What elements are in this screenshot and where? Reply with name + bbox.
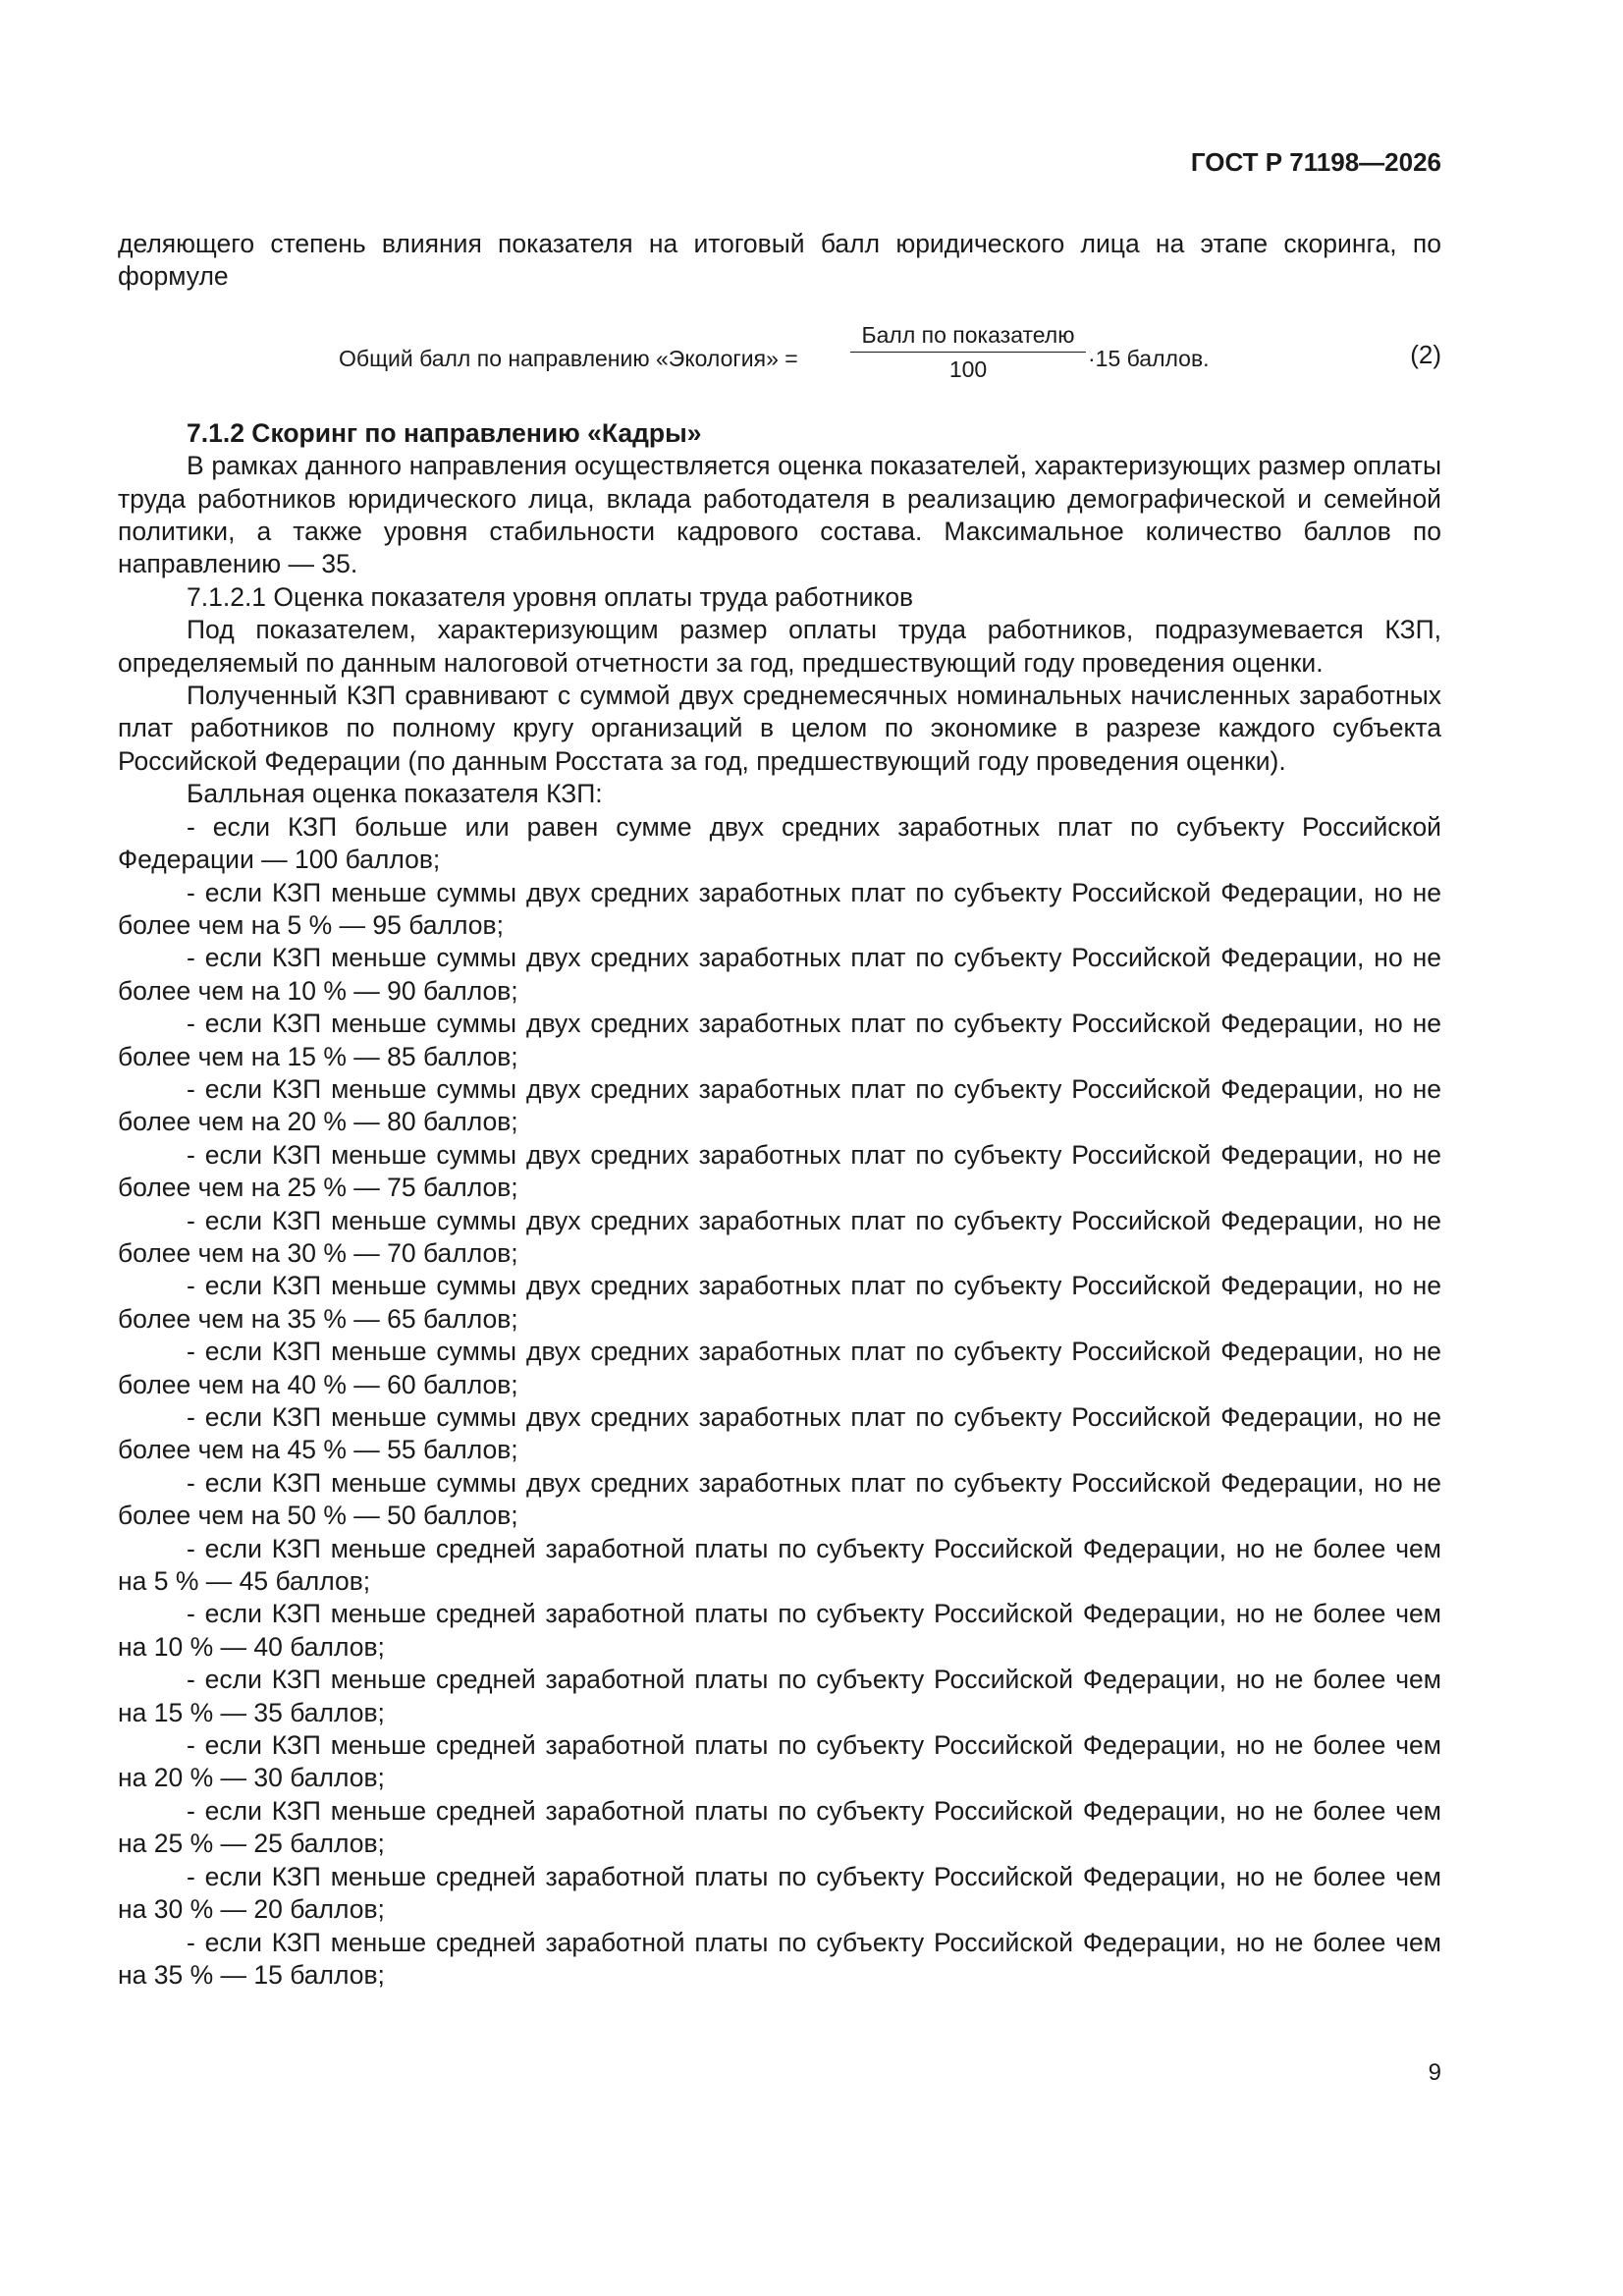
list-item: - если КЗП меньше средней заработной платы по субъекту Российской Федерации, но не более чем на 10 % — 40 баллов; <box>118 1599 1441 1662</box>
intro-paragraph: деляющего степень влияния показателя на итоговый балл юридического лица на этапе скоринга, по формуле <box>118 229 1441 292</box>
formula-fraction <box>850 321 1086 386</box>
section-heading: 7.1.2 Скоринг по направлению «Кадры» <box>187 417 702 448</box>
list-item: - если КЗП меньше суммы двух средних заработных плат по субъекту Российской Федерации, но не более чем на 50 % — 50 баллов; <box>118 1467 1441 1531</box>
section-paragraph-2: Под показателем, характеризующим размер оплаты труда работников, подразумевается КЗП, определяемый по данным налоговой отчетности за год, предшествующий году проведения оценки. <box>118 615 1441 678</box>
list-item: - если КЗП меньше суммы двух средних заработных плат по субъекту Российской Федерации, но не более чем на 35 % — 65 баллов; <box>118 1271 1441 1334</box>
list-item: - если КЗП меньше средней заработной платы по субъекту Российской Федерации, но не более чем на 5 % — 45 баллов; <box>118 1533 1441 1597</box>
list-item: - если КЗП меньше средней заработной платы по субъекту Российской Федерации, но не более чем на 20 % — 30 баллов; <box>118 1730 1441 1793</box>
list-item: - если КЗП меньше суммы двух средних заработных плат по субъекту Российской Федерации, но не более чем на 5 % — 95 баллов; <box>118 877 1441 940</box>
list-item: - если КЗП больше или равен сумме двух средних заработных плат по субъекту Российской Федерации — 100 баллов; <box>118 811 1441 875</box>
section-paragraph-1: В рамках данного направления осуществляется оценка показателей, характеризующих размер оплаты труда работников юридического лица, вклада работодателя в реализацию демографической и семейной политики, а также уровня стабильности кадрового состава. Максимальное количество баллов по направлению — 35. <box>118 451 1441 579</box>
page-number: 9 <box>1428 2059 1441 2086</box>
list-item: - если КЗП меньше средней заработной платы по субъекту Российской Федерации, но не более чем на 30 % — 20 баллов; <box>118 1861 1441 1925</box>
list-item: - если КЗП меньше суммы двух средних заработных плат по субъекту Российской Федерации, но не более чем на 30 % — 70 баллов; <box>118 1205 1441 1268</box>
formula-2 <box>118 321 1441 396</box>
section-paragraph-3: Полученный КЗП сравнивают с суммой двух среднемесячных номинальных начисленных заработных плат работников по полному кругу организаций в целом по экономике в разрезе каждого субъекта Российской Федерации (по данным Росстата за год, предшествующий году проведения оценки). <box>118 681 1441 776</box>
subsection-heading: 7.1.2.1 Оценка показателя уровня оплаты труда работников <box>187 581 914 612</box>
document-header: ГОСТ Р 71198—2026 <box>1190 147 1441 177</box>
list-item: - если КЗП меньше суммы двух средних заработных плат по субъекту Российской Федерации, но не более чем на 45 % — 55 баллов; <box>118 1402 1441 1465</box>
list-item: - если КЗП меньше средней заработной платы по субъекту Российской Федерации, но не более чем на 35 % — 15 баллов; <box>118 1927 1441 1990</box>
list-intro: Балльная оценка показателя КЗП: <box>187 779 603 809</box>
page-body <box>118 228 1441 1992</box>
formula-number: (2) <box>1410 339 1441 369</box>
list-item: - если КЗП меньше суммы двух средних заработных плат по субъекту Российской Федерации, но не более чем на 10 % — 90 баллов; <box>118 943 1441 1006</box>
list-item: - если КЗП меньше суммы двух средних заработных плат по субъекту Российской Федерации, но не более чем на 15 % — 85 баллов; <box>118 1009 1441 1071</box>
formula-denominator: 100 <box>948 355 988 382</box>
list-item: - если КЗП меньше средней заработной платы по субъекту Российской Федерации, но не более чем на 25 % — 25 баллов; <box>118 1795 1441 1859</box>
formula-lhs: Общий балл по направлению «Экология» = <box>339 345 798 371</box>
list-item: - если КЗП меньше средней заработной платы по субъекту Российской Федерации, но не более чем на 15 % — 35 баллов; <box>118 1665 1441 1727</box>
formula-numerator: Балл по показателю <box>850 321 1086 353</box>
list-item: - если КЗП меньше суммы двух средних заработных плат по субъекту Российской Федерации, но не более чем на 40 % — 60 баллов; <box>118 1337 1441 1399</box>
score-list <box>118 811 1441 1993</box>
list-item: - если КЗП меньше суммы двух средних заработных плат по субъекту Российской Федерации, но не более чем на 20 % — 80 баллов; <box>118 1073 1441 1137</box>
formula-rhs: ·15 баллов. <box>1088 345 1210 371</box>
list-item: - если КЗП меньше суммы двух средних заработных плат по субъекту Российской Федерации, но не более чем на 25 % — 75 баллов; <box>118 1139 1441 1203</box>
